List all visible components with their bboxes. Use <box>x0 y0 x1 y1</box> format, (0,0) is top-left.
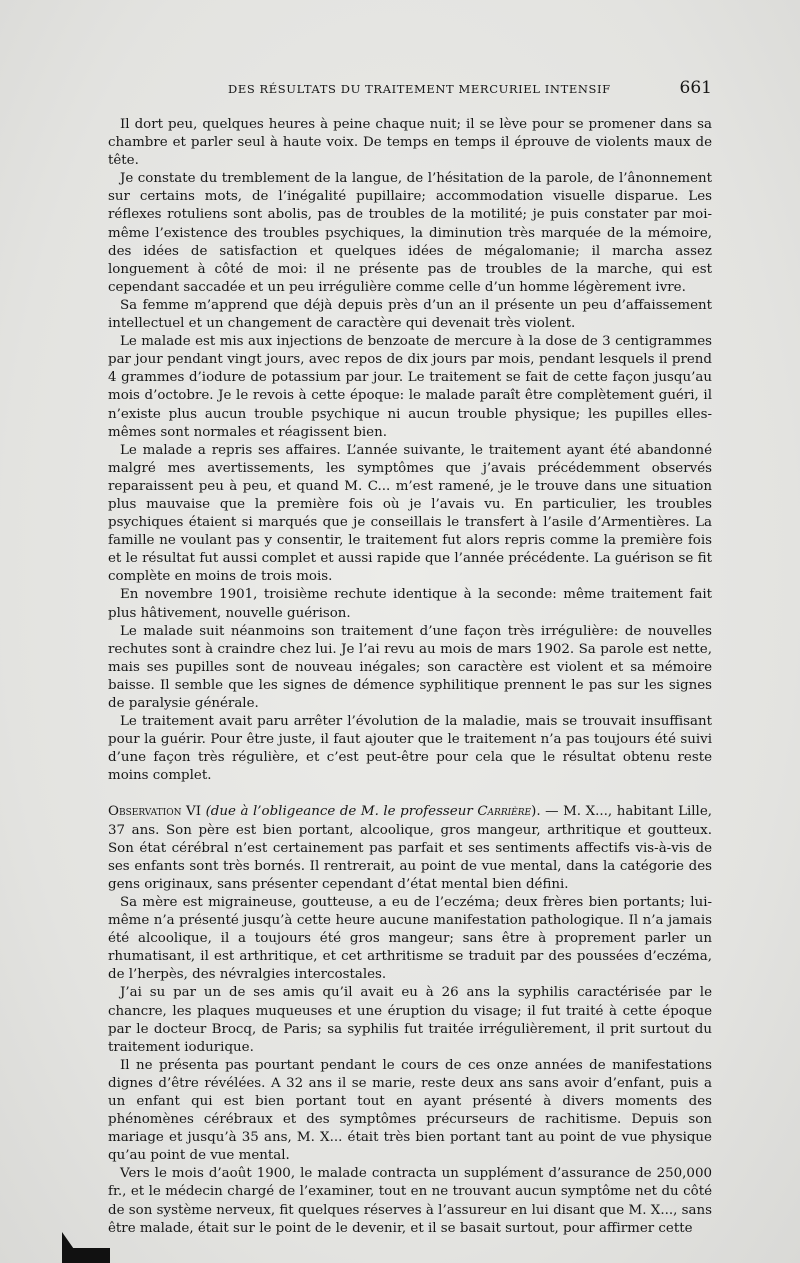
page-header <box>108 78 712 100</box>
paragraph: Je constate du tremblement de la langue, de l’hésitation de la parole, de l’ânonnement sur certains mots, de l’inégalité pupillaire; accommodation visuelle disparue. Les réflexes rotuliens sont abolis, pas de troubles de la motilité; je puis constater par moi-même l’existence des troubles psychiques, la diminution très marquée de la mémoire, des idées de satisfaction et quelques idées de mégalomanie; il marcha assez longuement à côté de moi: il ne présente pas de troubles de la marche, qui est cependant saccadée et un peu irrégulière comme celle d’un homme légèrement ivre. <box>108 171 712 295</box>
paragraph: Le malade a repris ses affaires. L’année suivante, le traitement ayant été abandonné malgré mes avertissements, les symptômes que j’avais précédemment observés reparaissent peu à peu, et quand M. C... m’est ramené, je le trouve dans une situation plus mauvaise que la première fois où je l’avais vu. En particulier, les troubles psychiques étaient si marqués que je conseillais le transfert à l’asile d’Armentières. La famille ne voulant pas y consentir, le traitement fut alors repris comme la première fois et le résultat fut aussi complet et aussi rapide que l’année précédente. La guérison se fit complète en moins de trois mois. <box>108 442 712 585</box>
observation-label: Observation VI <box>108 804 202 820</box>
paragraph: Vers le mois d’août 1900, le malade contracta un supplément d’assurance de 250,000 fr., et le médecin chargé de l’examiner, tout en ne trouvant aucun symptôme net du côté de son système nerveux, fit quelques réserves à l’assureur en lui disant que M. X..., sans être malade, était sur le point de le devenir, et il se basait surtout, pour affirmer cette <box>108 1166 712 1236</box>
attribution-close: ). <box>531 804 541 820</box>
page-number: 661 <box>679 78 712 98</box>
paragraph: Il dort peu, quelques heures à peine chaque nuit; il se lève pour se promener dans sa chambre et parler seul à haute voix. De temps en temps il éprouve de violents maux de tête. <box>108 117 712 169</box>
observation-attribution <box>206 804 532 819</box>
observation-heading-paragraph <box>108 803 712 893</box>
paragraph: Il ne présenta pas pourtant pendant le cours de ces onze années de manifestations dignes d’être révélées. A 32 ans il se marie, reste deux ans sans avoir d’enfant, puis a un enfant qui est bien portant tout en ayant présenté à divers moments des phénomènes cérébraux et des symptômes précurseurs de rachitisme. Depuis son mariage et jusqu’à 35 ans, M. X... était très bien portant tant au point de vue physique qu’au point de vue mental. <box>108 1057 712 1164</box>
paragraph: Le traitement avait paru arrêter l’évolution de la maladie, mais se trouvait insuffisant pour la guérir. Pour être juste, il faut ajouter que le traitement n’a pas toujours été suivi d’une façon très régulière, et c’est peut-être pour cela que le résultat obtenu reste moins complet. <box>108 714 712 784</box>
professor-name: Carrière <box>477 804 532 820</box>
paragraph: Le malade est mis aux injections de benzoate de mercure à la dose de 3 centigrammes par jour pendant vingt jours, avec repos de dix jours par mois, pendant lesquels il prend 4 grammes d’iodure de potassium par jour. Le traitement se fait de cette façon jusqu’au mois d’octobre. Je le revois à cette époque: le malade paraît être complètement guéri, il n’existe plus aucun trouble psychique ni aucun trouble physique; les pupilles elles-mêmes sont normales et réagissent bien. <box>108 334 712 440</box>
paragraph: Sa mère est migraineuse, goutteuse, a eu de l’eczéma; deux frères bien portants; lui-même n’a présenté jusqu’à cette heure aucune manifestation pathologique. Il n’a jamais été alcoolique, il a toujours été gros mangeur; sans être à proprement parler un rhumatisant, il est arthritique, et cet arthritisme se traduit par des poussées d’eczéma, de l’herpès, des névralgies intercostales. <box>108 894 712 983</box>
observation-opening: — M. X..., habitant Lille, 37 ans. Son père est bien portant, alcoolique, gros mangeur, arthritique et goutteux. Son état cérébral n’est certainement pas parfait et ses sentiments affectifs vis-à-vis de ses enfants sont très bornés. Il rentrerait, au point de vue mental, dans la catégorie des gens originaux, sans présenter cependant d’état mental bien défini. <box>108 804 713 892</box>
scan-corner-mark-base <box>62 1248 110 1263</box>
body-text <box>108 116 712 1238</box>
running-head: DES RÉSULTATS DU TRAITEMENT MERCURIEL INTENSIF <box>228 82 611 96</box>
paragraph: J’ai su par un de ses amis qu’il avait eu à 26 ans la syphilis caractérisée par le chancre, les plaques muqueuses et une éruption du visage; il fut traité à cette époque par le docteur Brocq, de Paris; sa syphilis fut traitée irrégulièrement, il prit surtout du traitement iodurique. <box>108 985 712 1055</box>
observation-section <box>108 803 712 1237</box>
attribution-text: (due à l’obligeance de M. le professeur <box>205 804 478 820</box>
paragraph: Sa femme m’apprend que déjà depuis près d’un an il présente un peu d’affaissement intellectuel et un changement de caractère qui devenait très violent. <box>108 297 712 332</box>
paragraph: Le malade suit néanmoins son traitement d’une façon très irrégulière: de nouvelles rechutes sont à craindre chez lui. Je l’ai revu au mois de mars 1902. Sa parole est nette, mais ses pupilles sont de nouveau inégales; son caractère est violent et sa mémoire baisse. Il semble que les signes de démence syphilitique prennent le pas sur les signes de paralysie générale. <box>108 623 712 711</box>
paragraph: En novembre 1901, troisième rechute identique à la seconde: même traitement fait plus hâtivement, nouvelle guérison. <box>108 587 712 621</box>
